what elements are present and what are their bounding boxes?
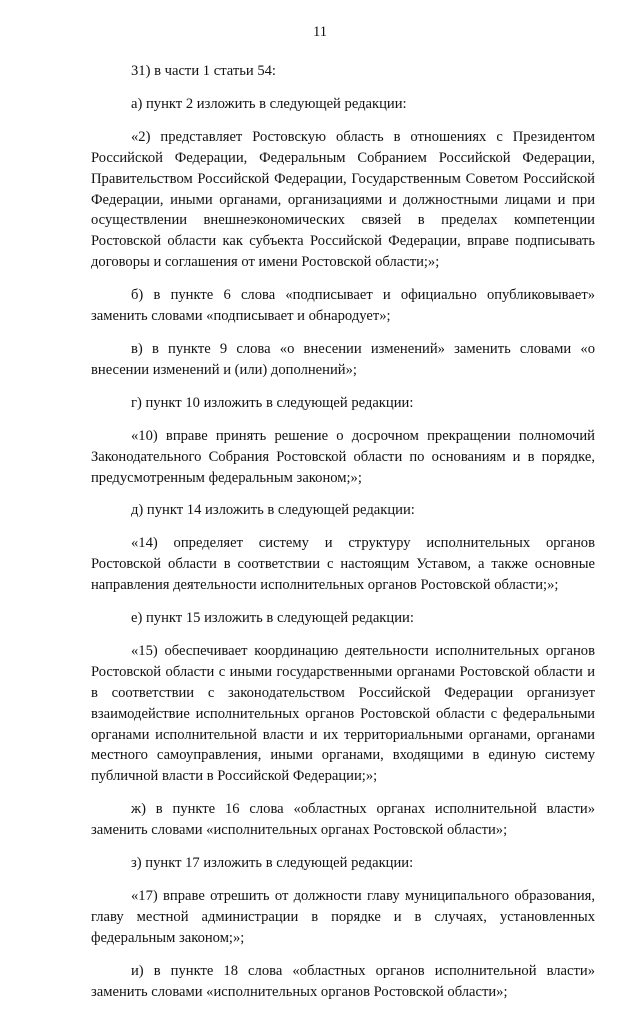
paragraph-zh: ж) в пункте 16 слова «областных органах исполнительной власти» заменить словами «исполнительных органах Ростовской области»; — [91, 801, 595, 839]
paragraph-a-text: «2) представляет Ростовскую область в отношениях с Президентом Российской Федерации, Федеральным Собранием Российской Федерации, Правительством Российской Федерации, Государственным Советом Российской Федерации, иными органами, организациями и должностными лицами и при осуществлении внешнеэкономических связей в пределах компетенции Ростовской области как субъекта Российской Федерации, вправе подписывать договоры и соглашения от имени Ростовской области;»; — [91, 128, 595, 271]
paragraph-d: д) пункт 14 изложить в следующей редакции: — [131, 502, 415, 519]
paragraph-z-text: «17) вправе отрешить от должности главу муниципального образования, главу местной администрации в порядке и в случаях, установленных федеральным законом;»; — [91, 888, 595, 946]
paragraph-v: в) в пункте 9 слова «о внесении изменений» заменить словами «о внесении изменений и (или) дополнений»; — [91, 340, 595, 378]
paragraph-e-text: «15) обеспечивает координацию деятельности исполнительных органов Ростовской области с иными государственными органами Ростовской области и в соответствии с законодательством Российской Федерации организует взаимодействие исполнительных органов Ростовской области с федеральными органами исполнительной власти и их территориальными органами, органами местного самоуправления, иными органами, входящими в единую систему публичной власти в Российской Федерации;»; — [91, 642, 595, 785]
paragraph-i: и) в пункте 18 слова «областных органов исполнительной власти» заменить словами «исполнительных органов Ростовской области»; — [91, 962, 595, 1000]
document-body — [91, 61, 595, 1015]
paragraph-d-text: «14) определяет систему и структуру исполнительных органов Ростовской области в соответствии с настоящим Уставом, а также основные направления деятельности исполнительных органов Ростовской области;»; — [91, 535, 595, 594]
paragraph-a: а) пункт 2 изложить в следующей редакции: — [131, 95, 407, 112]
paragraph-g-text: «10) вправе принять решение о досрочном прекращении полномочий Законодательного Собрания Ростовской области по основаниям и в порядке, предусмотренным федеральным законом;»; — [91, 427, 595, 486]
paragraph-b: б) в пункте 6 слова «подписывает и официально опубликовывает» заменить словами «подписывает и обнародует»; — [91, 287, 595, 325]
paragraph-31-heading: 31) в части 1 статьи 54: — [131, 63, 276, 79]
page-number: 11 — [312, 24, 328, 40]
paragraph-g: г) пункт 10 изложить в следующей редакции: — [131, 394, 414, 411]
paragraph-z: з) пункт 17 изложить в следующей редакции: — [131, 855, 414, 872]
paragraph-e: е) пункт 15 изложить в следующей редакции: — [131, 610, 414, 627]
